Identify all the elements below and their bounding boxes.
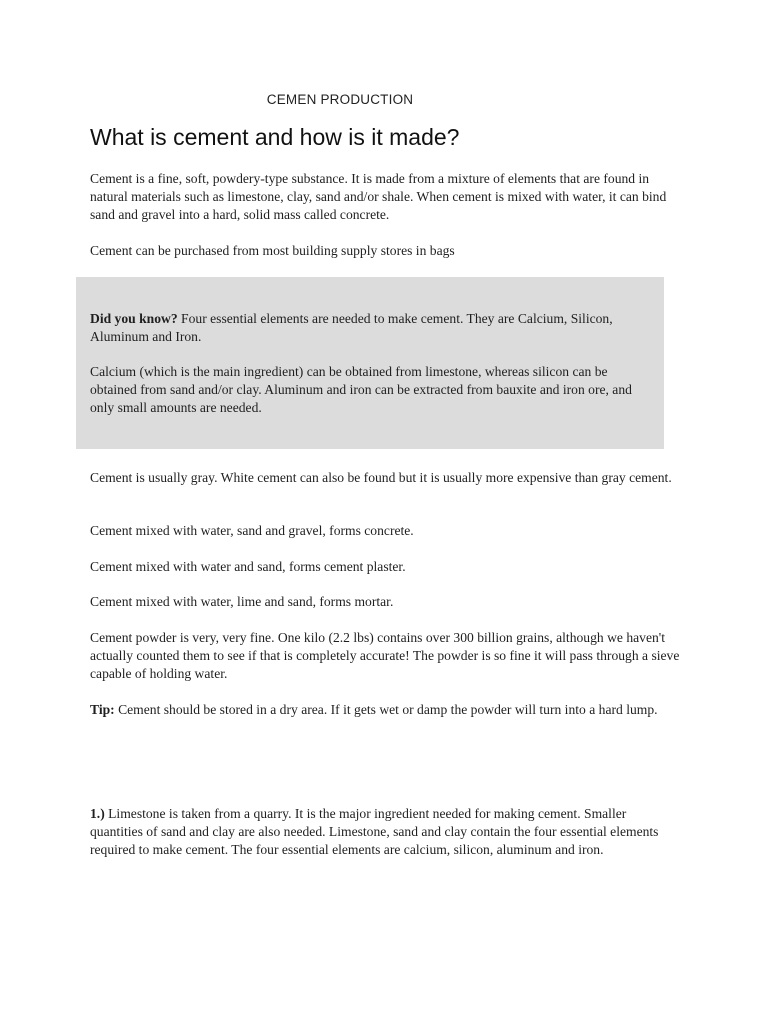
plaster-paragraph: Cement mixed with water and sand, forms cement plaster. xyxy=(90,559,406,574)
callout-lead-bold: Did you know? xyxy=(90,311,178,326)
step-1-number: 1.) xyxy=(90,806,105,821)
purchase-paragraph: Cement can be purchased from most building supply stores in bags xyxy=(90,243,455,258)
step-1-text: Limestone is taken from a quarry. It is the major ingredient needed for making cement. Smaller quantities of sand and clay are also needed. Limestone, sand and clay contain the four essential elements required to make cement. The four essential elements are calcium, silicon, aluminum and iron. xyxy=(90,806,659,857)
intro-paragraph: Cement is a fine, soft, powdery-type substance. It is made from a mixture of elements that are found in natural materials such as limestone, clay, sand and/or shale. When cement is mixed with water, it can bind sand and gravel into a hard, solid mass called concrete. xyxy=(90,171,667,222)
mortar-paragraph: Cement mixed with water, lime and sand, forms mortar. xyxy=(90,594,394,609)
callout-lead-paragraph xyxy=(90,310,640,346)
concrete-paragraph: Cement mixed with water, sand and gravel, forms concrete. xyxy=(90,523,414,538)
color-paragraph: Cement is usually gray. White cement can also be found but it is usually more expensive than gray cement. xyxy=(90,470,672,485)
did-you-know-callout xyxy=(76,277,664,449)
document-kicker: CEMEN PRODUCTION xyxy=(266,92,414,107)
callout-detail-paragraph: Calcium (which is the main ingredient) can be obtained from limestone, whereas silicon can be obtained from sand and/or clay. Aluminum and iron can be extracted from bauxite and iron ore, and only small amounts are needed. xyxy=(90,364,632,415)
page-title: What is cement and how is it made? xyxy=(90,124,460,150)
tip-text: Cement should be stored in a dry area. If it gets wet or damp the powder will turn into a hard lump. xyxy=(114,702,658,717)
powder-paragraph: Cement powder is very, very fine. One kilo (2.2 lbs) contains over 300 billion grains, although we haven't actually counted them to see if that is completely accurate! The powder is so fine it will pass through a sieve capable of holding water. xyxy=(90,630,680,681)
tip-label: Tip: xyxy=(90,702,115,717)
tip-paragraph xyxy=(90,701,680,719)
step-1-paragraph xyxy=(90,805,680,859)
callout-lead-text: Four essential elements are needed to make cement. They are Calcium, Silicon, Aluminum and Iron. xyxy=(90,311,613,344)
